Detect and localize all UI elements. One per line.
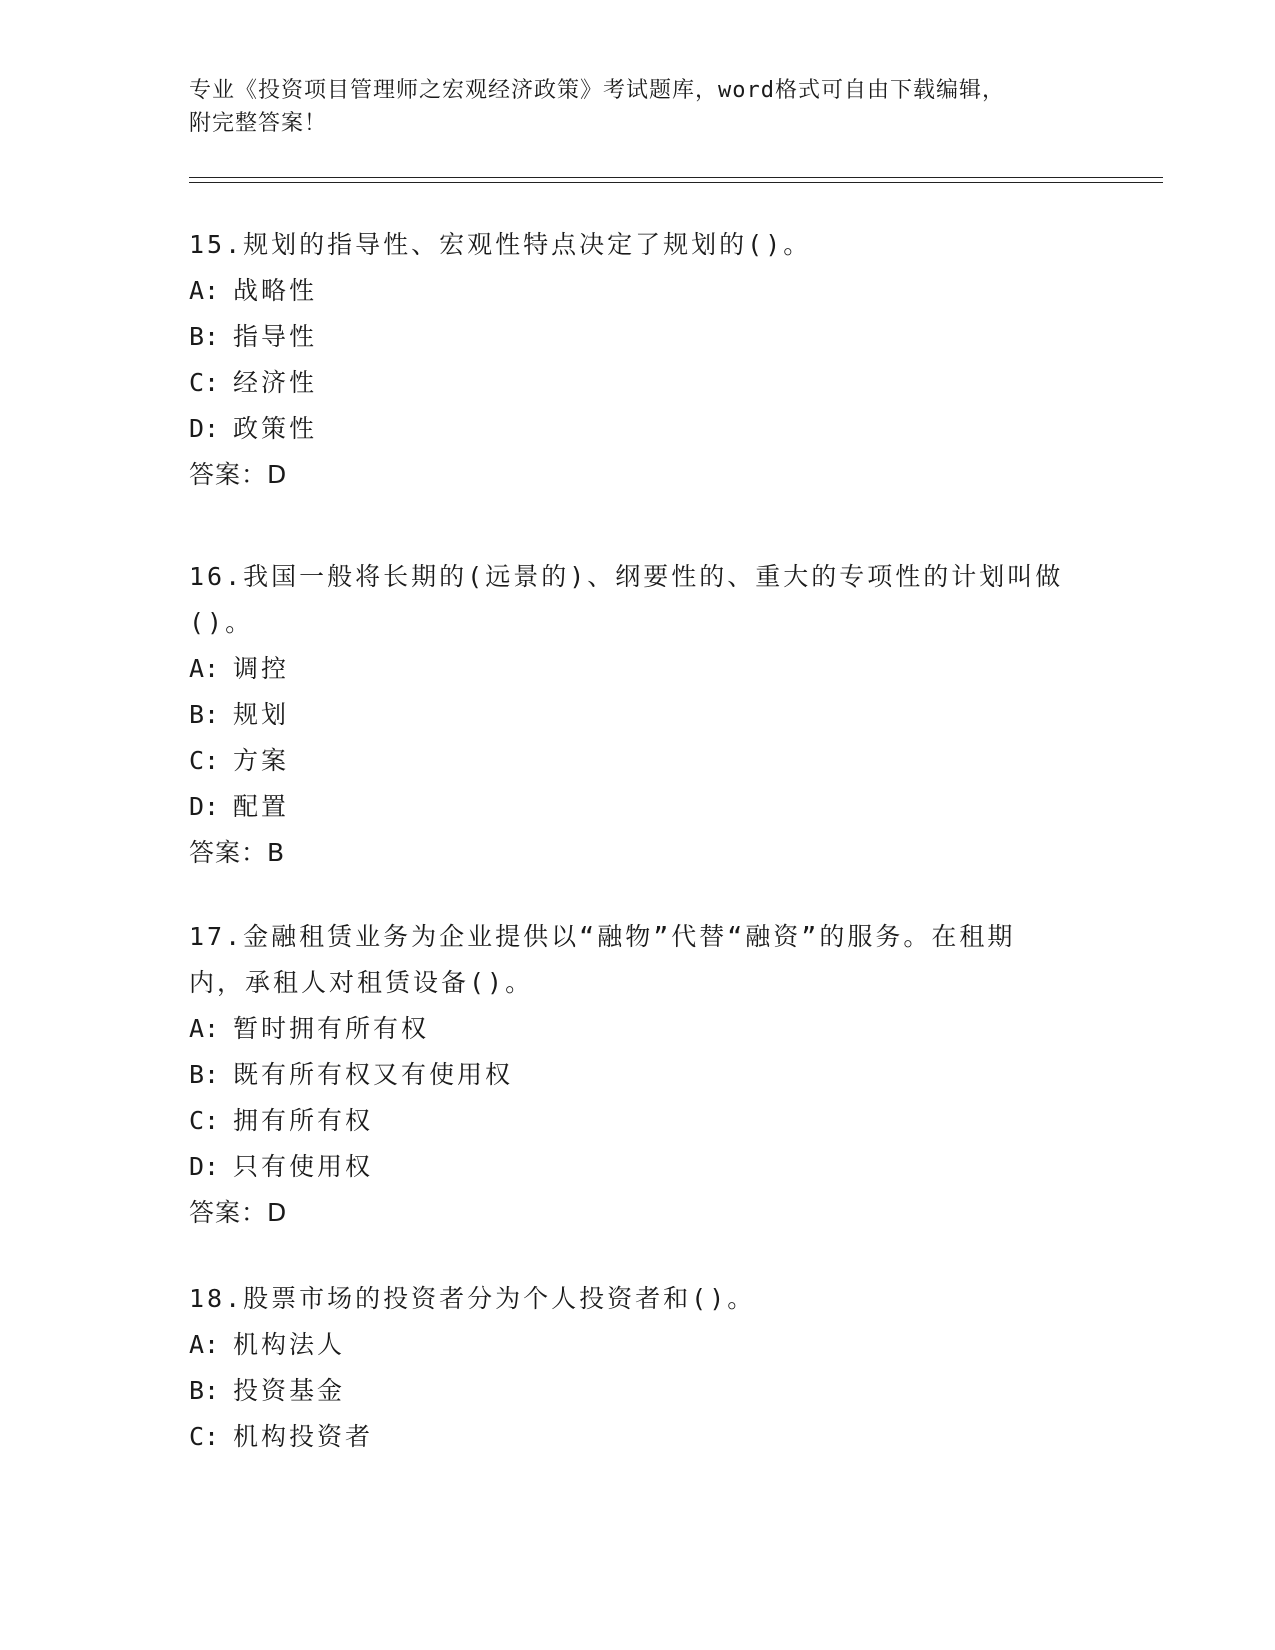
option-a [189,1006,1089,1052]
option-letter: B: [189,1376,220,1405]
option-letter: B: [189,1060,220,1089]
option-letter: C: [189,1422,220,1451]
question-stem: 16.我国一般将长期的(远景的)、纲要性的、重大的专项性的计划叫做 [189,562,1064,591]
option-text: 战略性 [233,276,318,305]
option-a [189,1322,1089,1368]
option-text: 拥有所有权 [233,1106,374,1135]
option-letter: D: [189,1152,220,1181]
question-17 [189,914,1089,1236]
option-b [189,692,1089,738]
document-header [189,74,1089,140]
option-b [189,1368,1089,1414]
option-c [189,1414,1089,1460]
option-d [189,406,1089,452]
option-text: 政策性 [233,414,318,443]
option-text: 投资基金 [233,1376,346,1405]
option-text: 指导性 [233,322,318,351]
option-text: 既有所有权又有使用权 [233,1060,514,1089]
option-text: 机构投资者 [233,1422,374,1451]
option-text: 机构法人 [233,1330,346,1359]
header-divider-bottom [189,182,1163,183]
answer-line: 答案：D [189,460,288,489]
option-d [189,1144,1089,1190]
answer-line: 答案：B [189,838,286,867]
question-stem: 18.股票市场的投资者分为个人投资者和()。 [189,1284,756,1313]
option-text: 配置 [233,792,290,821]
option-text: 暂时拥有所有权 [233,1014,430,1043]
option-a [189,646,1089,692]
option-letter: A: [189,1014,220,1043]
header-divider-top [189,177,1163,178]
option-letter: C: [189,746,220,775]
option-text: 只有使用权 [233,1152,374,1181]
option-c [189,1098,1089,1144]
option-text: 经济性 [233,368,318,397]
question-stem: 15.规划的指导性、宏观性特点决定了规划的()。 [189,230,812,259]
option-letter: B: [189,322,220,351]
option-text: 调控 [233,654,290,683]
option-letter: A: [189,1330,220,1359]
option-letter: D: [189,792,220,821]
option-letter: C: [189,368,220,397]
question-18 [189,1276,1089,1460]
option-letter: A: [189,276,220,305]
question-16 [189,554,1089,876]
option-letter: B: [189,700,220,729]
option-c [189,360,1089,406]
question-stem-continued: ()。 [189,608,254,637]
question-15 [189,222,1089,498]
option-text: 规划 [233,700,290,729]
header-line-1: 专业《投资项目管理师之宏观经济政策》考试题库，word格式可自由下载编辑， [189,78,1005,103]
option-letter: D: [189,414,220,443]
option-a [189,268,1089,314]
question-stem-continued: 内，承租人对租赁设备()。 [189,968,534,997]
option-c [189,738,1089,784]
question-stem: 17.金融租赁业务为企业提供以“融物”代替“融资”的服务。在租期 [189,922,1016,951]
answer-line: 答案：D [189,1198,288,1227]
option-text: 方案 [233,746,290,775]
option-letter: A: [189,654,220,683]
option-d [189,784,1089,830]
option-b [189,314,1089,360]
header-line-2: 附完整答案！ [189,111,328,136]
option-letter: C: [189,1106,220,1135]
option-b [189,1052,1089,1098]
